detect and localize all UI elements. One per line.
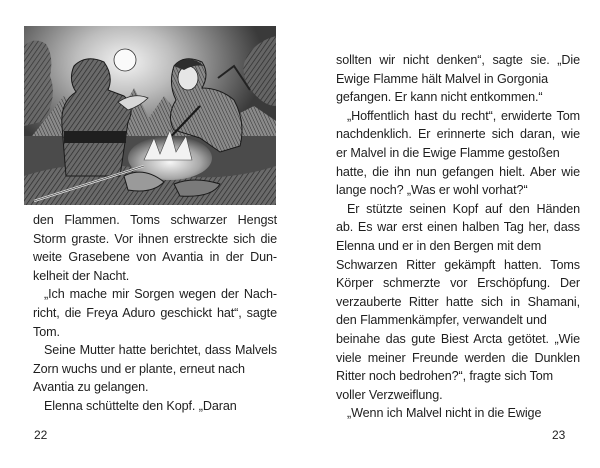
text-line: viele meiner Freunde werden die Dunklen (336, 350, 580, 365)
text-line: „Wenn ich Malvel nicht in die Ewige (347, 406, 542, 421)
text-line: den Flammen. Toms schwarzer Hengst (33, 213, 277, 227)
text-line: weite Grasebene von Avantia in der Dun- (33, 250, 277, 265)
text-line: gefangen. Er kann nicht entkommen.“ (336, 90, 543, 105)
text-line: Tom. (33, 324, 60, 339)
text-line: verzauberte Ritter hatte sich in Shamani, (336, 294, 580, 309)
text-line: Avantia zu gelangen. (33, 380, 149, 395)
illustration-icon (24, 26, 276, 205)
right-page-text (336, 51, 580, 423)
text-line: ab. Es war erst einen halben Tag her, dass (336, 220, 580, 235)
right-page (300, 0, 600, 468)
text-line: nachdenklich. Er erinnerte sich daran, wie (336, 127, 580, 142)
text-line: Storm graste. Vor ihnen erstreckte sich die (33, 231, 277, 246)
text-line: Er stützte seinen Kopf auf den Händen (347, 201, 580, 216)
campfire-night-illustration (24, 26, 276, 205)
left-page-text (33, 211, 277, 416)
text-line: Elenna schüttelte den Kopf. „Daran (44, 398, 237, 413)
page-number: 22 (34, 428, 48, 442)
text-line: Schwarzen Ritter gekämpft hatten. Toms (336, 257, 580, 272)
text-line: lange noch? „Was er wohl vorhat?“ (336, 183, 528, 198)
text-line: Ritter noch bedrohen?“, fragte sich Tom (336, 369, 554, 384)
text-line: „Hoffentlich hast du recht“, erwiderte Tom (347, 108, 580, 123)
text-line: Ewige Flamme hält Malvel in Gorgonia (336, 71, 548, 86)
text-line: hatte, die ihn nun gefangen hielt. Aber wie (336, 164, 580, 179)
text-line: kelheit der Nacht. (33, 268, 130, 283)
text-line: voller Verzweiflung. (336, 387, 443, 402)
text-line: sollten wir nicht denken“, sagte sie. „Die (336, 53, 580, 67)
text-line: Seine Mutter hatte berichtet, dass Malvels (44, 343, 277, 358)
text-line: Körper schmerzte vor Erschöpfung. Der (336, 276, 580, 291)
page-number: 23 (552, 428, 566, 442)
text-line: richt, die Freya Aduro geschickt hat“, sagte (33, 305, 277, 320)
text-line: Elenna und er in den Bergen mit dem (336, 238, 542, 253)
text-line: er Malvel in die Ewige Flamme gestoßen (336, 145, 560, 160)
text-line: den Flammenkämpfer, verwandelt und (336, 313, 547, 328)
text-line: „Ich mache mir Sorgen wegen der Nach- (44, 287, 277, 302)
text-line: beinahe das gute Biest Arcta getötet. „Wie (336, 331, 580, 346)
text-line: Zorn wuchs und er plante, erneut nach (33, 361, 245, 376)
